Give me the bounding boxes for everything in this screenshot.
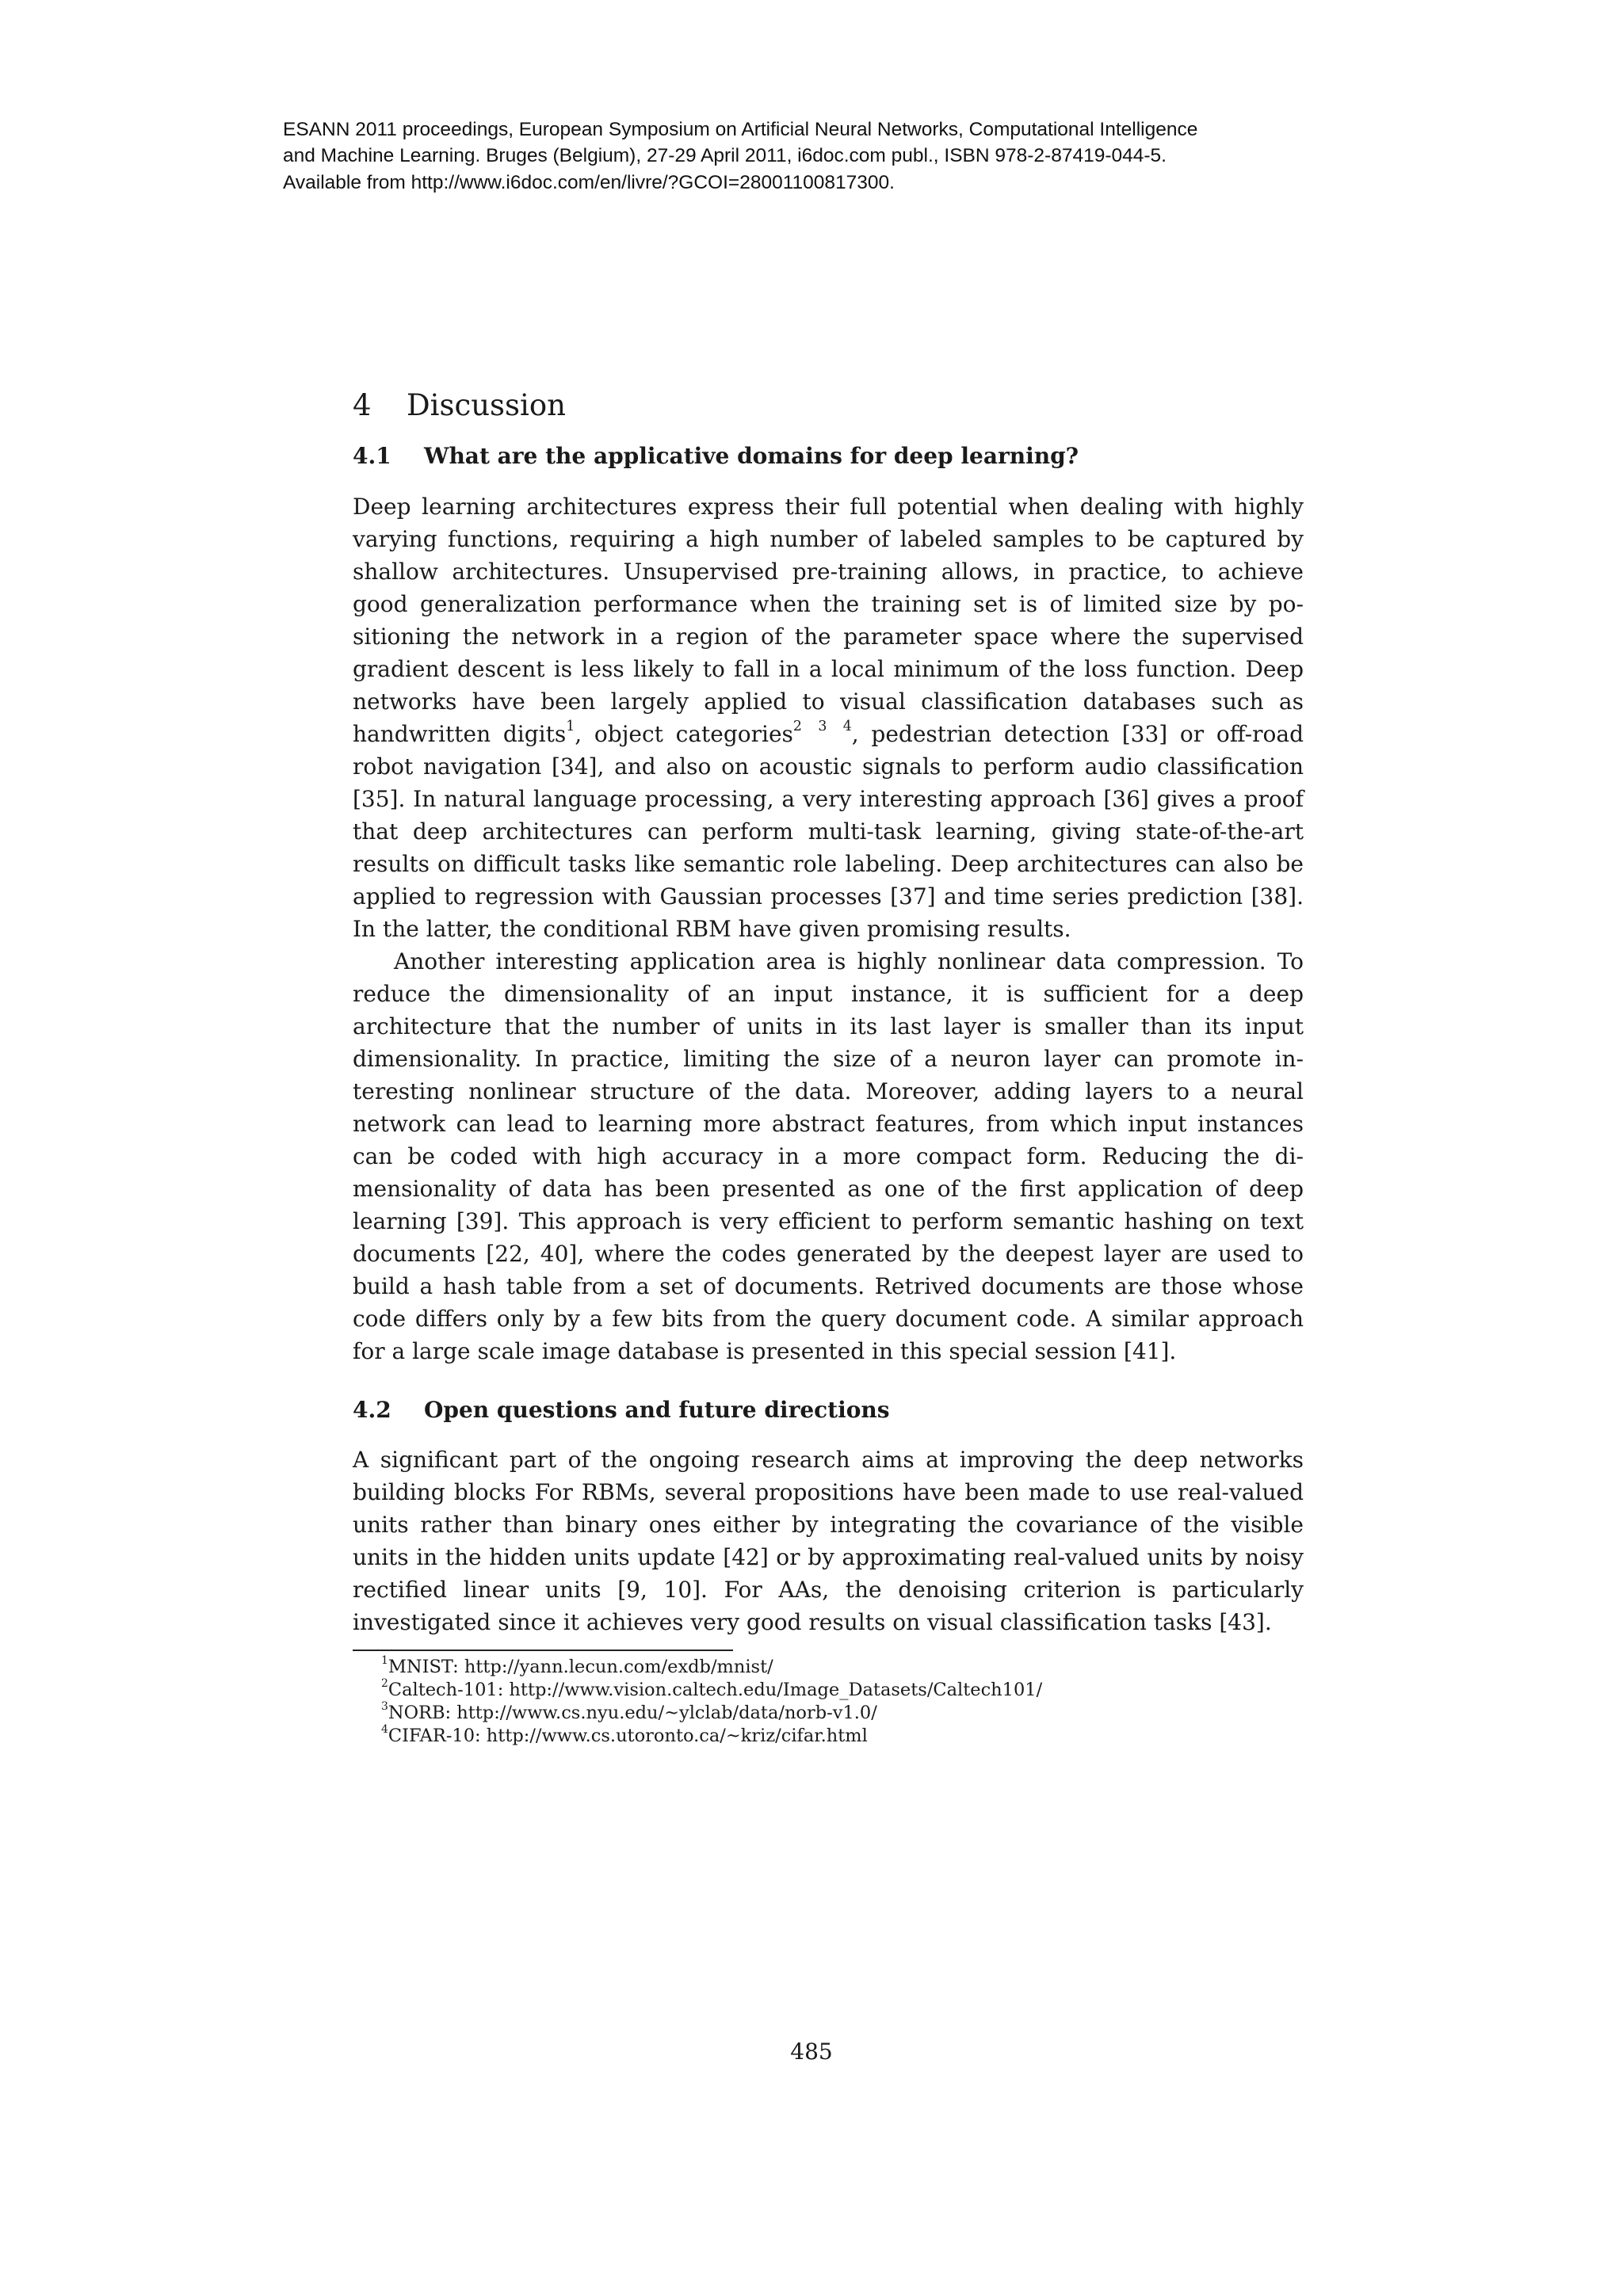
footnote-mark: 3 xyxy=(381,1700,388,1714)
footnote-text: Caltech-101: http://www.vision.caltech.edu/Image_Datasets/Caltech101/ xyxy=(388,1680,1043,1701)
section-number: 4 xyxy=(353,388,372,422)
footnotes xyxy=(353,1656,1304,1748)
subsection-heading xyxy=(353,1396,1304,1425)
subsection-title: Open questions and future directions xyxy=(424,1396,890,1423)
subsection-number: 4.1 xyxy=(353,443,391,470)
footnote xyxy=(353,1725,1304,1748)
footnote-text: NORB: http://www.cs.nyu.edu/~ylclab/data/norb-v1.0/ xyxy=(388,1703,877,1724)
subsection-heading xyxy=(353,442,1304,471)
footnote-divider xyxy=(353,1650,733,1651)
spacer xyxy=(353,1367,1304,1396)
footnote xyxy=(353,1656,1304,1679)
subsection-number: 4.2 xyxy=(353,1396,391,1423)
footnote-mark: 1 xyxy=(381,1654,388,1668)
paragraph-text: , object categories xyxy=(575,720,793,747)
page-body xyxy=(353,388,1304,1748)
footnote xyxy=(353,1679,1304,1702)
footnote-ref: 1 xyxy=(566,718,575,734)
header-line: and Machine Learning. Bruges (Belgium), 27-29 April 2011, i6doc.com publ., ISBN 978-2-87419-044-5. xyxy=(283,145,1167,167)
footnote-ref: 2 3 4 xyxy=(792,718,852,734)
header-line: ESANN 2011 proceedings, European Symposium on Artificial Neural Networks, Computational Intelligence xyxy=(283,119,1198,140)
footnote-text: MNIST: http://yann.lecun.com/exdb/mnist/ xyxy=(388,1657,773,1678)
section-title: Discussion xyxy=(407,388,566,422)
footnote-mark: 2 xyxy=(381,1677,388,1691)
subsection-title: What are the applicative domains for deep learning? xyxy=(424,443,1079,470)
paragraph xyxy=(353,490,1304,945)
footnote-text: CIFAR-10: http://www.cs.utoronto.ca/~kriz/cifar.html xyxy=(388,1726,868,1747)
page-number: 485 xyxy=(790,2039,833,2065)
paragraph-text: , pedestrian detection [33] or off-road robot navigation [34], and also on acoustic signals to perform audio classification [35]. In natural language processing, a very interesting approach [36] gives a proof that deep architectures can perform multi-task learning, giving state-of-the-art results on difficult tasks like semantic role labeling. Deep architectures can also be applied to regression with Gaussian processes [37] and time series prediction [38]. In the latter, the conditional RBM have given promising results. xyxy=(353,720,1304,942)
footnote xyxy=(353,1702,1304,1725)
section-heading xyxy=(353,388,1304,423)
paragraph: A significant part of the ongoing research aims at improving the deep networks building blocks For RBMs, several propositions have been made to use real-valued units rather than binary ones either by integrating the covariance of the visible units in the hidden units update [42] or by approximating real-valued units by noisy rectified linear units [9, 10]. For AAs, the denoising criterion is particularly investigated since it achieves very good results on visual classification tasks [43]. xyxy=(353,1447,1304,1636)
footnote-mark: 4 xyxy=(381,1723,388,1737)
paragraph-text: Deep learning architectures express their full potential when dealing with highly varying functions, requiring a high number of labeled samples to be captured by shallow architectures. Unsupervised pre-training allows, in practice, to achieve good generalization performance when the training set is of limited size by positioning the network in a region of the parameter space where the supervised gradient descent is less likely to fall in a local minimum of the loss function. Deep networks have been largely applied to visual classification databases such as handwritten digits xyxy=(353,493,1304,747)
paragraph: Another interesting application area is highly nonlinear data compression. To reduce the dimensionality of an input instance, it is sufficient for a deep architecture that the number of units in its last layer is smaller than its input dimensionality. In practice, limiting the size of a neuron layer can promote interesting nonlinear structure of the data. Moreover, adding layers to a neural network can lead to learning more abstract features, from which input instances can be coded with high accuracy in a more compact form. Reducing the dimensionality of data has been presented as one of the first application of deep learning [39]. This approach is very efficient to perform semantic hashing on text documents [22, 40], where the codes generated by the deepest layer are used to build a hash table from a set of documents. Retrived documents are those whose code differs only by a few bits from the query document code. A similar approach for a large scale image database is presented in this special session [41]. xyxy=(353,948,1304,1364)
header-line: Available from http://www.i6doc.com/en/livre/?GCOI=28001100817300. xyxy=(283,171,895,193)
proceedings-header xyxy=(283,116,1361,196)
